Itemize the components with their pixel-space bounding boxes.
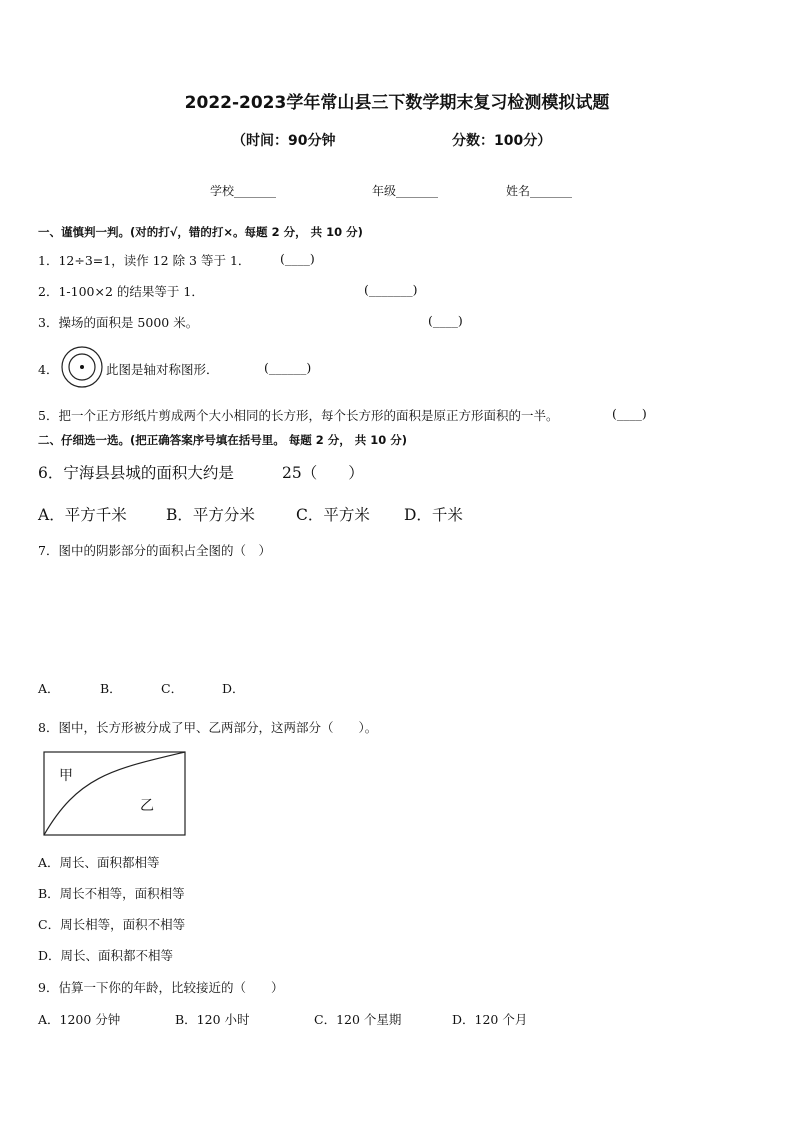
q1-text: 1．12÷3=1，读作 12 除 3 等于 1． (38, 253, 251, 268)
q6-option-a: A．平方千米 (38, 506, 127, 524)
q6-text: 6．宁海县县城的面积大约是 (38, 464, 234, 482)
section1-heading: 一、谨慎判一判。(对的打√，错的打×。每题 2 分， 共 10 分) (38, 225, 363, 239)
name-blank: _______ (530, 184, 573, 198)
q3-answer-paren: (____) (428, 313, 463, 328)
school-field (210, 182, 276, 199)
q2-answer-paren: (_______) (364, 282, 418, 297)
exam-time: （时间：90分钟 (232, 133, 336, 149)
q3-text: 3．操场的面积是 5000 米。 (38, 315, 199, 330)
q9-option-d: D．120 个月 (452, 1012, 528, 1027)
q2-text: 2．1-100×2 的结果等于 1． (38, 284, 204, 299)
q6-value: 25（ ） (282, 464, 364, 482)
rectangle-split-figure (43, 751, 187, 837)
exam-score: 分数：100分） (452, 133, 552, 149)
q8-option-a: A．周长、面积都相等 (38, 855, 160, 870)
q9-option-c: C．120 个星期 (314, 1012, 402, 1027)
q9-option-a: A．1200 分钟 (38, 1012, 121, 1027)
q4-answer-paren: (______) (264, 360, 312, 375)
grade-blank: _______ (396, 184, 439, 198)
q5-text: 5．把一个正方形纸片剪成两个大小相同的长方形，每个长方形的面积是原正方形面积的一半。 (38, 408, 559, 423)
page-title: 2022-2023学年常山县三下数学期末复习检测模拟试题 (184, 93, 610, 113)
region-yi-label: 乙 (140, 798, 154, 814)
q1-answer-paren: (____) (280, 251, 315, 266)
q9-option-b: B．120 小时 (175, 1012, 250, 1027)
q8-option-d: D．周长、面积都不相等 (38, 948, 174, 963)
q7-option-a: A． (38, 681, 60, 696)
school-blank: _______ (234, 184, 277, 198)
q4-number: 4． (38, 362, 59, 377)
q7-option-b: B． (100, 681, 122, 696)
q6-option-c: C．平方米 (296, 506, 370, 524)
q6-option-b: B．平方分米 (166, 506, 255, 524)
grade-label: 年级 (372, 184, 397, 198)
grade-field (372, 182, 438, 199)
q7-option-c: C． (161, 681, 184, 696)
q7-option-d: D． (222, 681, 245, 696)
school-label: 学校 (210, 184, 235, 198)
name-label: 姓名 (506, 184, 531, 198)
q9-text: 9．估算一下你的年龄，比较接近的（ ） (38, 980, 284, 995)
q6-option-d: D．千米 (404, 506, 463, 524)
q8-option-b: B．周长不相等，面积相等 (38, 886, 185, 901)
q7-text: 7．图中的阴影部分的面积占全图的（ ） (38, 543, 271, 558)
q5-answer-paren: (____) (612, 406, 647, 421)
name-field (506, 182, 572, 199)
q8-option-c: C．周长相等，面积不相等 (38, 917, 186, 932)
concentric-circles-figure (60, 345, 104, 389)
region-jia-label: 甲 (59, 768, 73, 784)
q4-text: 此图是轴对称图形． (106, 362, 219, 377)
q8-text: 8．图中，长方形被分成了甲、乙两部分，这两部分（ ）。 (38, 720, 378, 735)
section2-heading: 二、仔细选一选。(把正确答案序号填在括号里。 每题 2 分， 共 10 分) (38, 433, 408, 447)
